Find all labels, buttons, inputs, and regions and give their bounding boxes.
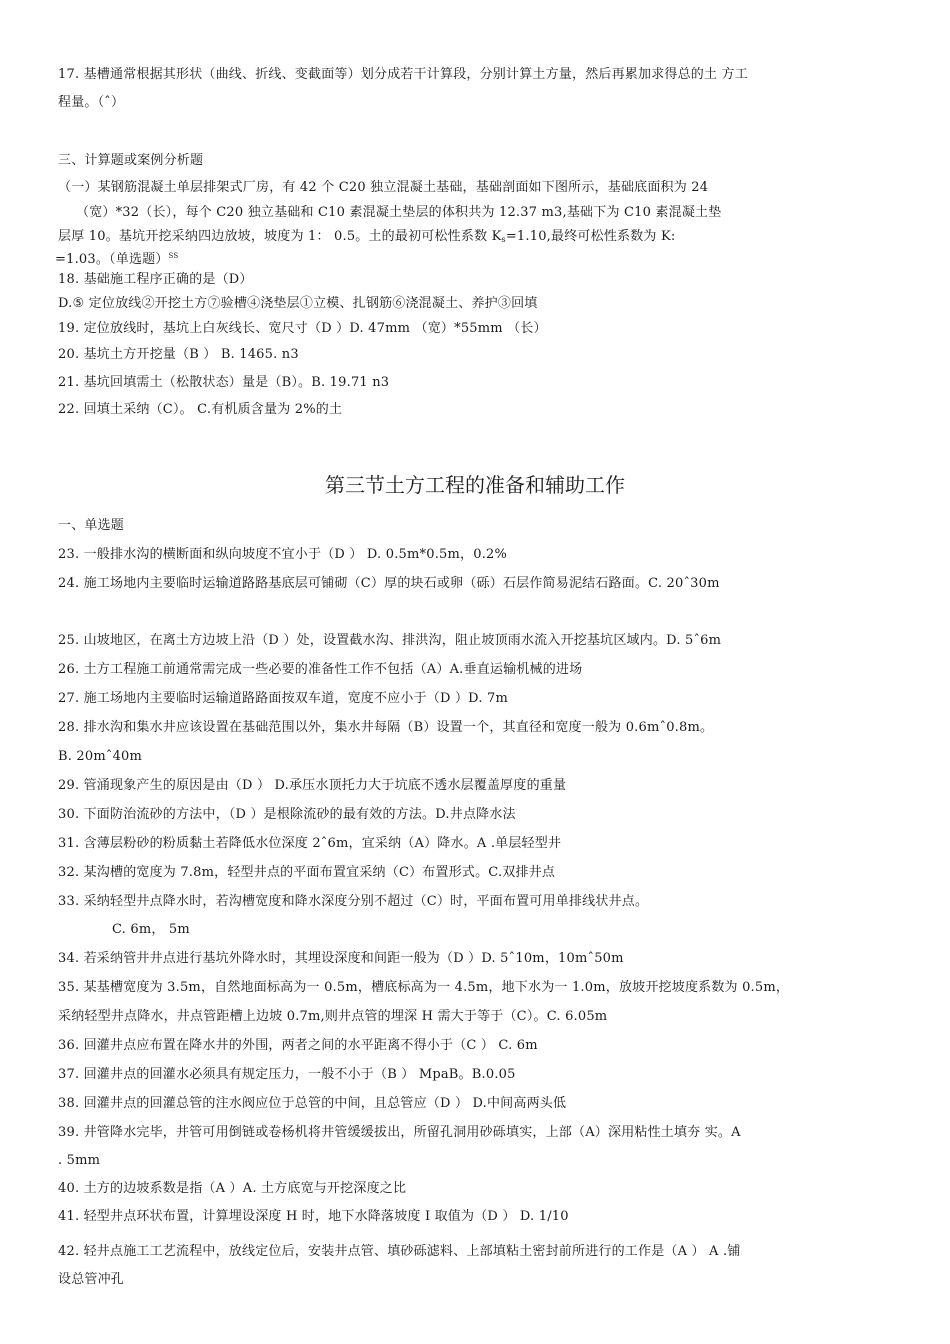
q26: 26. 土方工程施工前通常需完成一些必要的准备性工作不包括（A）A.垂直运输机械的进场 bbox=[58, 662, 583, 677]
q27: 27. 施工场地内主要临时运输道路路面按双车道，宽度不应小于（D ）D. 7m bbox=[58, 691, 508, 706]
q24: 24. 施工场地内主要临时运输道路路基底层可铺砌（C）厚的块石或卵（砾）石层作简易泥结石路面。C. 20ˆ30m bbox=[58, 576, 720, 591]
case1-line2: （宽）*32（长），每个 C20 独立基础和 C10 素混凝土垫层的体积共为 12.37 m3,基础下为 C10 素混凝土垫 bbox=[76, 205, 722, 220]
case1-line4 bbox=[55, 247, 910, 269]
q17-line2: 程量。（ˆ） bbox=[58, 95, 125, 110]
case1-line1: （一）某钢筋混凝土单层排架式厂房，有 42 个 C20 独立混凝土基础，基础剖面如下图所示，基础底面积为 24 bbox=[58, 180, 709, 195]
q34: 34. 若采纳管井井点进行基坑外降水时，其埋设深度和间距一般为（D ）D. 5ˆ10m，10mˆ50m bbox=[58, 951, 624, 966]
q38: 38. 回灌井点的回灌总管的注水阀应位于总管的中间，且总管应（D ） D.中间高两头低 bbox=[58, 1096, 567, 1111]
q17-line1: 17. 基槽通常根据其形状（曲线、折线、变截面等）划分成若干计算段，分别计算土方量，然后再累加求得总的土 方工 bbox=[58, 67, 748, 82]
q20: 20. 基坑土方开挖量（B ） B. 1465. n3 bbox=[58, 347, 299, 362]
part1-heading: 一、单选题 bbox=[58, 518, 125, 533]
case1-line3-sub: s bbox=[501, 235, 506, 244]
case1-line3-a: 层厚 10。基坑开挖采纳四边放坡，坡度为 1： 0.5。土的最初可松性系数 K bbox=[58, 229, 502, 244]
q37: 37. 回灌井点的回灌水必须具有规定压力，一般不小于（B ） MpaB。B.0.05 bbox=[58, 1067, 516, 1082]
q23: 23. 一般排水沟的横断面和纵向坡度不宜小于（D ） D. 0.5m*0.5m，0.2% bbox=[58, 547, 508, 562]
q39-line2: . 5mm bbox=[58, 1153, 101, 1168]
section-title: 第三节土方工程的准备和辅助工作 bbox=[325, 473, 625, 497]
q18-answer: D.⑤ 定位放线②开挖土方⑦验槽④浇垫层①立模、扎钢筋⑥浇混凝土、养护③回填 bbox=[58, 296, 538, 311]
q31: 31. 含薄层粉砂的粉质黏土若降低水位深度 2ˆ6m，宜采纳（A）降水。A .单层轻型井 bbox=[58, 836, 562, 851]
q35-line2: 采纳轻型井点降水，井点管距槽上边坡 0.7m,则井点管的埋深 H 需大于等于（C）。C. 6.05m bbox=[58, 1009, 608, 1024]
q42-line1: 42. 轻井点施工工艺流程中，放线定位后，安装井点管、填砂砾滤料、上部填粘土密封前所进行的工作是（A ） A .铺 bbox=[58, 1244, 741, 1259]
q41: 41. 轻型井点环状布置，计算埋设深度 H 时，地下水降落坡度 I 取值为（D ） D. 1/10 bbox=[58, 1209, 569, 1224]
section3-heading: 三、计算题或案例分析题 bbox=[58, 153, 204, 168]
q30: 30. 下面防治流砂的方法中，（D ）是根除流砂的最有效的方法。D.井点降水法 bbox=[58, 807, 516, 822]
q35-line1: 35. 某基槽宽度为 3.5m，自然地面标高为一 0.5m，槽底标高为一 4.5m，地下水为一 1.0m，放坡开挖坡度系数为 0.5m， bbox=[58, 980, 790, 995]
q32: 32. 某沟槽的宽度为 7.8m，轻型井点的平面布置宜采纳（C）布置形式。C.双排井点 bbox=[58, 865, 556, 880]
q19: 19. 定位放线时，基坑上白灰线长、宽尺寸（D ）D. 47mm （宽）*55mm （长） bbox=[58, 321, 547, 336]
q18: 18. 基础施工程序正确的是（D） bbox=[58, 272, 253, 287]
q22: 22. 回填土采纳（C）。 C.有机质含量为 2%的土 bbox=[58, 402, 343, 417]
q25: 25. 山坡地区，在离土方边坡上沿（D ）处，设置截水沟、排洪沟，阻止坡顶雨水流入开挖基坑区域内。D. 5ˆ6m bbox=[58, 633, 722, 648]
q33-line1: 33. 采纳轻型井点降水时，若沟槽宽度和降水深度分别不超过（C）时，平面布置可用单排线状井点。 bbox=[58, 894, 649, 909]
q28-line1: 28. 排水沟和集水井应该设置在基础范围以外，集水井每隔（B）设置一个，其直径和宽度一般为 0.6mˆ0.8m。 bbox=[58, 720, 714, 735]
case1-line4-a: =1.03。（单选题） bbox=[55, 252, 169, 267]
case1-line3-b: =1.10,最终可松性系数为 K: bbox=[505, 229, 676, 244]
q29: 29. 管涌现象产生的原因是由（D ） D.承压水顶托力大于坑底不透水层覆盖厚度的重量 bbox=[58, 778, 567, 793]
q36: 36. 回灌井点应布置在降水井的外围，两者之间的水平距离不得小于（C ） C. 6m bbox=[58, 1038, 538, 1053]
case1-line3 bbox=[58, 228, 910, 249]
q40: 40. 土方的边坡系数是指（A ）A. 土方底宽与开挖深度之比 bbox=[58, 1181, 407, 1196]
case1-line4-sup: SS bbox=[168, 252, 179, 260]
q21: 21. 基坑回填需土（松散状态）量是（B）。B. 19.71 n3 bbox=[58, 375, 390, 390]
q28-line2: B. 20mˆ40m bbox=[58, 749, 143, 764]
q39-line1: 39. 井管降水完毕，井管可用倒链或卷杨机将井管缓缓拔出，所留孔洞用砂砾填实，上部（A）深用粘性土填夯 实。A bbox=[58, 1125, 741, 1140]
q33-line2: C. 6m， 5m bbox=[112, 922, 190, 937]
q42-line2: 设总管冲孔 bbox=[58, 1272, 125, 1287]
